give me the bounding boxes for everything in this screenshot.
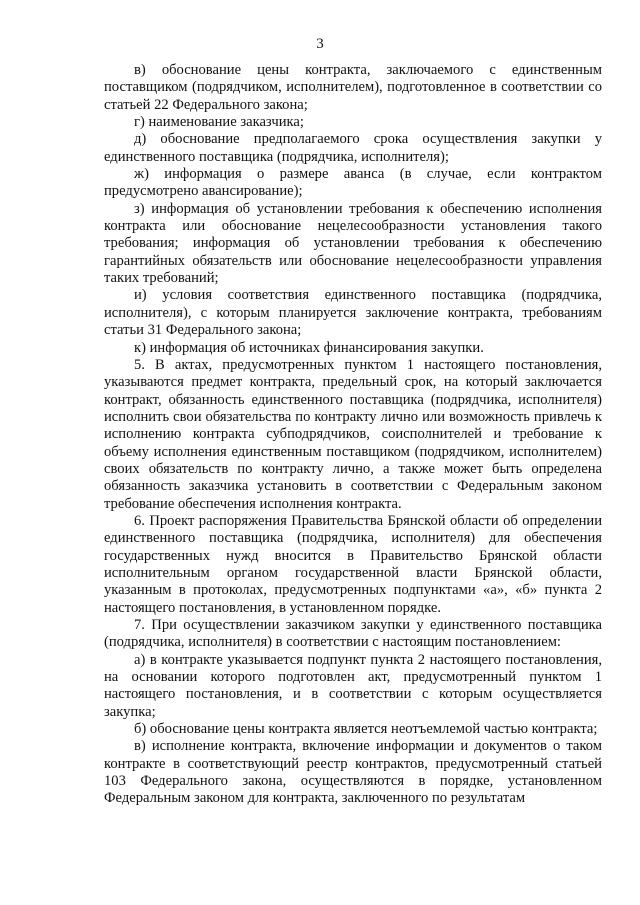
paragraph-item-k: к) информация об источниках финансирования закупки. bbox=[134, 339, 484, 356]
paragraph-clause-5: 5. В актах, предусмотренных пунктом 1 настоящего постановления, указываются предмет контракта, предельный срок, на который заключается контракт, обязанность единственного поставщика (подрядчика, исполнителя) исполнить свои обязательства по контракту лично или возможность привлечь к исполнению контракта субподрядчиков, соисполнителей и требование к объему исполнения единственным поставщиком (подрядчиком, исполнителем) своих обязательств по контракту лично, а также может быть определена обязанность заказчика установить в соответствии с Федеральным законом требование обеспечения исполнения контракта. bbox=[104, 356, 602, 512]
paragraph-item-zh: ж) информация о размере аванса (в случае, если контрактом предусмотрено авансирование); bbox=[104, 166, 602, 200]
paragraph-clause-6: 6. Проект распоряжения Правительства Брянской области об определении единственного поставщика (подрядчика, исполнителя) для обеспечения государственных нужд вносится в Правительство Брянской области исполнительным органом государственной власти Брянской области, указанным в протоколах, предусмотренных подпунктами «а», «б» пункта 2 настоящего постановления, в установленном порядке. bbox=[104, 512, 602, 616]
paragraph-item-d: д) обоснование предполагаемого срока осуществления закупки у единственного поставщика (подрядчика, исполнителя); bbox=[104, 131, 602, 165]
paragraph-clause-7-v: в) исполнение контракта, включение информации и документов о таком контракте в соответствующий реестр контрактов, предусмотренный статьей 103 Федерального закона, осуществляются в порядке, установленном Федеральным законом для контракта, заключенного по результатам bbox=[104, 738, 602, 807]
paragraph-clause-7: 7. При осуществлении заказчиком закупки у единственного поставщика (подрядчика, исполнителя) в соответствии с настоящим постановлением: bbox=[104, 617, 602, 651]
paragraph-clause-7-b: б) обоснование цены контракта является неотъемлемой частью контракта; bbox=[134, 721, 598, 738]
document-body bbox=[104, 62, 602, 808]
paragraph-item-g: г) наименование заказчика; bbox=[134, 114, 304, 131]
paragraph-item-i: и) условия соответствия единственного поставщика (подрядчика, исполнителя), с которым планируется заключение контракта, требованиям статьи 31 Федерального закона; bbox=[104, 287, 602, 339]
paragraph-item-z: з) информация об установлении требования к обеспечению исполнения контракта или обоснование нецелесообразности установления такого требования; информация об установлении требования к обеспечению гарантийных обязательств или обоснование нецелесообразности управления таких требований; bbox=[104, 200, 602, 287]
paragraph-item-v: в) обоснование цены контракта, заключаемого с единственным поставщиком (подрядчиком, исполнителем), подготовленное в соответствии со статьей 22 Федерального закона; bbox=[104, 62, 602, 113]
paragraph-clause-7-a: а) в контракте указывается подпункт пункта 2 настоящего постановления, на основании которого подготовлен акт, предусмотренный пунктом 1 настоящего постановления, и в соответствии с которым осуществляется закупка; bbox=[104, 651, 602, 720]
page-number: 3 bbox=[316, 36, 324, 52]
